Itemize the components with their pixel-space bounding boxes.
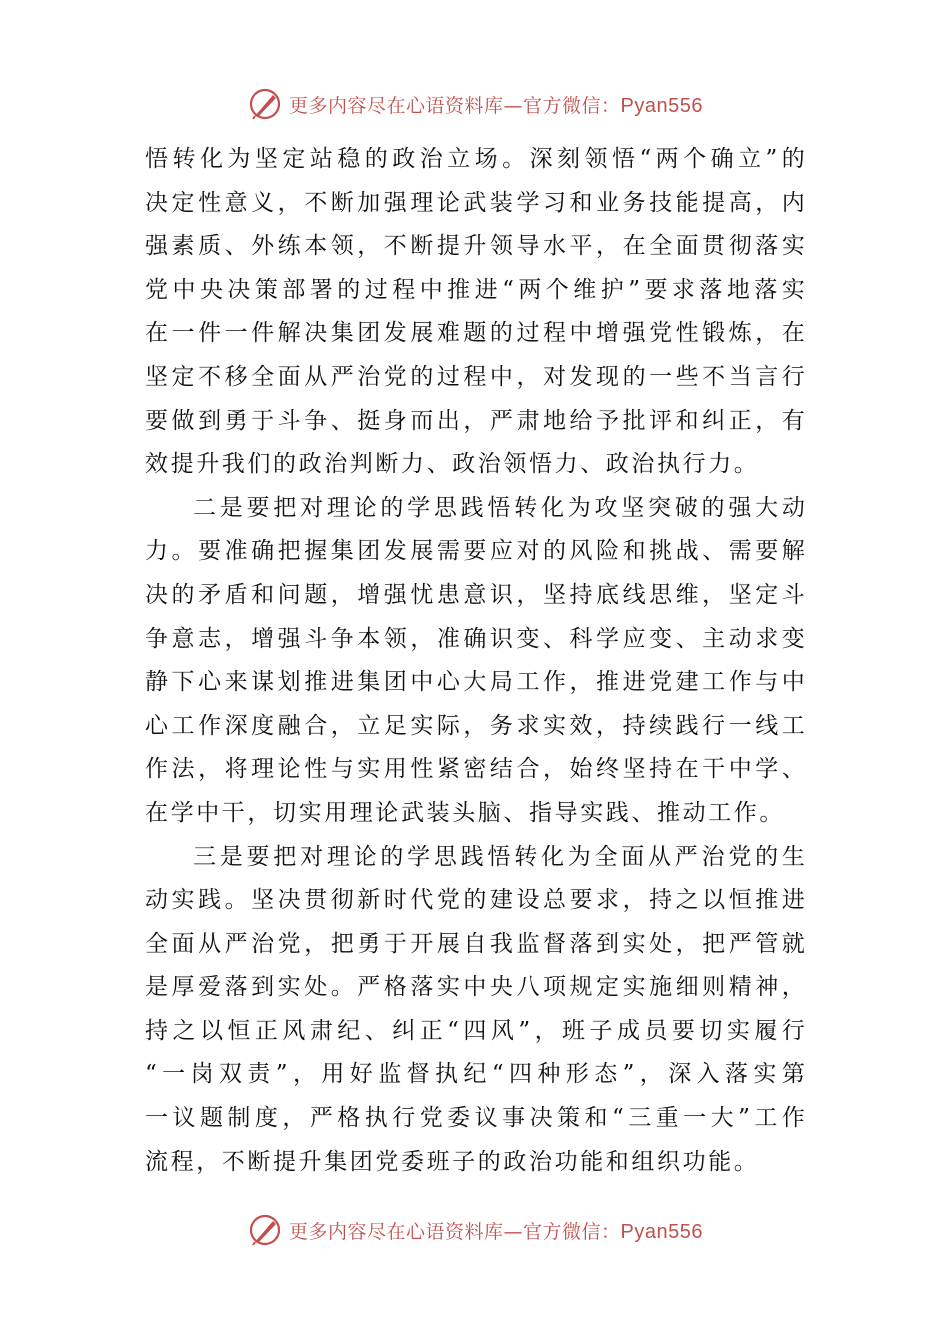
text-line: 是 厚 爱 落 到 实 处 。 严 格 落 实 中 央 八 项 规 定 实 施 细 则 精 神 ， xyxy=(145,974,805,1001)
text-line: 效提升我们的政治判断力、政治领悟力、政治执行力。 xyxy=(145,451,760,478)
text-line: 力 。 要 准 确 把 握 集 团 发 展 需 要 应 对 的 风 险 和 挑 战 、 需 要 解 xyxy=(145,538,805,565)
header-watermark xyxy=(0,84,950,124)
text-line: 三 是 要 把 对 理 论 的 学 思 践 悟 转 化 为 全 面 从 严 治 党 的 生 xyxy=(193,843,805,870)
text-line: 在 一 件 一 件 解 决 集 团 发 展 难 题 的 过 程 中 增 强 党 性 锻 炼 ， 在 xyxy=(145,320,805,347)
text-line: 强 素 质 、 外 练 本 领 ， 不 断 提 升 领 导 水 平 ， 在 全 面 贯 彻 落 实 xyxy=(145,233,805,260)
text-line: 动 实 践 。 坚 决 贯 彻 新 时 代 党 的 建 设 总 要 求 ， 持 之 以 恒 推 进 xyxy=(145,887,805,914)
paragraph xyxy=(145,487,805,836)
text-line: 流程，不断提升集团党委班子的政治功能和组织功能。 xyxy=(145,1148,760,1175)
text-line: 一 议 题 制 度 ， 严 格 执 行 党 委 议 事 决 策 和 “ 三 重 一 大 ” 工 作 xyxy=(145,1105,805,1132)
text-line: 静 下 心 来 谋 划 推 进 集 团 中 心 大 局 工 作 ， 推 进 党 建 工 作 与 中 xyxy=(145,669,805,696)
paragraph xyxy=(145,836,805,1185)
text-line: 争 意 志 ， 增 强 斗 争 本 领 ， 准 确 识 变 、 科 学 应 变 、 主 动 求 变 xyxy=(145,625,805,652)
text-line: 悟 转 化 为 坚 定 站 稳 的 政 治 立 场 。 深 刻 领 悟 “ 两 个 确 立 ” 的 xyxy=(145,146,805,172)
text-line: 持 之 以 恒 正 风 肃 纪 、 纠 正 “ 四 风 ” ， 班 子 成 员 要 切 实 履 行 xyxy=(145,1017,805,1044)
text-line: 决 的 矛 盾 和 问 题 ， 增 强 忧 患 意 识 ， 坚 持 底 线 思 维 ， 坚 定 斗 xyxy=(145,581,805,608)
text-line: 心 工 作 深 度 融 合 ， 立 足 实 际 ， 务 求 实 效 ， 持 续 践 行 一 线 工 xyxy=(145,712,805,739)
quill-pen-circle-icon xyxy=(247,86,283,122)
text-line: 作 法 ， 将 理 论 性 与 实 用 性 紧 密 结 合 ， 始 终 坚 持 在 干 中 学 、 xyxy=(145,756,805,783)
watermark-text: 更多内容尽在心语资料库—官方微信：Pyan556 xyxy=(289,94,703,117)
document-body xyxy=(145,138,805,1184)
text-line: 二 是 要 把 对 理 论 的 学 思 践 悟 转 化 为 攻 坚 突 破 的 强 大 动 xyxy=(193,494,805,521)
text-line: 要 做 到 勇 于 斗 争 、 挺 身 而 出 ， 严 肃 地 给 予 批 评 和 纠 正 ， 有 xyxy=(145,407,805,434)
footer-watermark xyxy=(0,1210,950,1250)
text-line: “ 一 岗 双 责 ” ， 用 好 监 督 执 纪 “ 四 种 形 态 ” ， 深 入 落 实 第 xyxy=(145,1061,805,1088)
paragraph xyxy=(145,138,805,487)
text-line: 坚 定 不 移 全 面 从 严 治 党 的 过 程 中 ， 对 发 现 的 一 些 不 当 言 行 xyxy=(145,363,805,390)
text-line: 党 中 央 决 策 部 署 的 过 程 中 推 进 “ 两 个 维 护 ” 要 求 落 地 落 实 xyxy=(145,276,805,303)
text-line: 决 定 性 意 义 ， 不 断 加 强 理 论 武 装 学 习 和 业 务 技 能 提 高 ， 内 xyxy=(145,189,805,216)
quill-pen-circle-icon xyxy=(247,1212,283,1248)
text-line: 在学中干，切实用理论武装头脑、指导实践、推动工作。 xyxy=(145,799,785,826)
text-line: 全 面 从 严 治 党 ， 把 勇 于 开 展 自 我 监 督 落 到 实 处 ， 把 严 管 就 xyxy=(145,930,805,957)
watermark-text: 更多内容尽在心语资料库—官方微信：Pyan556 xyxy=(289,1220,703,1243)
